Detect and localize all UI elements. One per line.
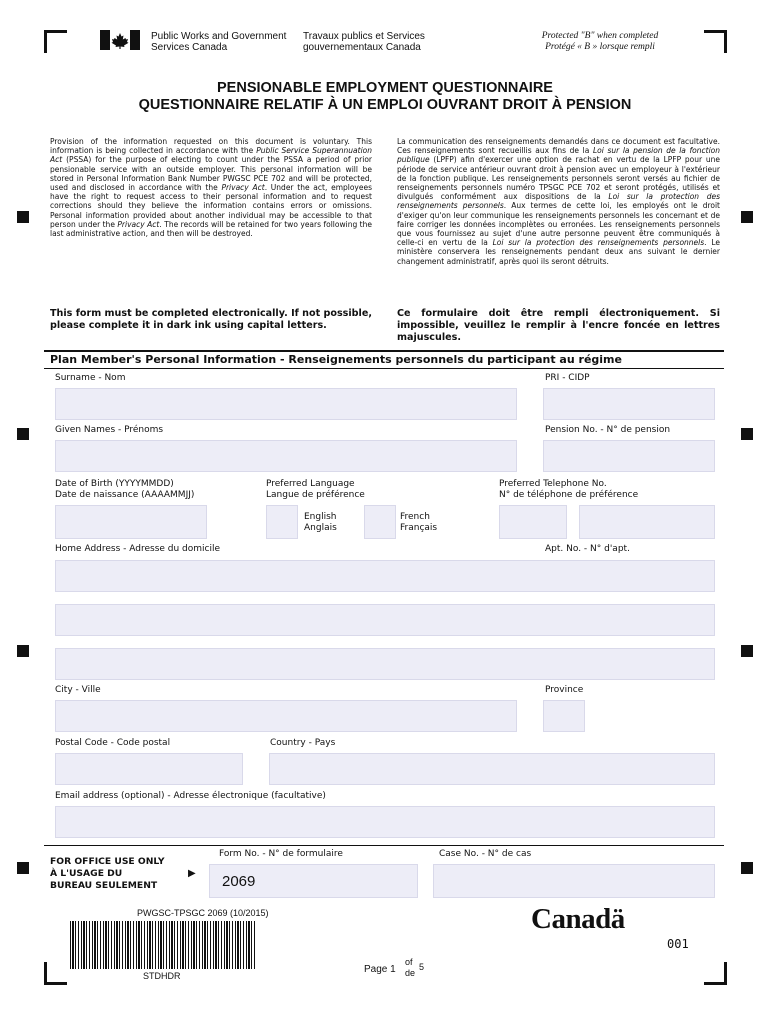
form-no-value: 2069	[222, 873, 256, 890]
barcode	[70, 921, 255, 969]
form-title-en: PENSIONABLE EMPLOYMENT QUESTIONNAIRE	[217, 80, 553, 96]
date-of-birth-field[interactable]	[55, 505, 207, 539]
registration-square	[741, 211, 753, 223]
registration-square	[17, 211, 29, 223]
corner-mark-bottom-left	[44, 962, 67, 985]
date-of-birth-label: Date of Birth (YYYYMMDD) Date de naissance (AAAAMMJJ)	[55, 479, 195, 500]
corner-mark-bottom-right	[704, 962, 727, 985]
apt-no-label: Apt. No. - N° d'apt.	[545, 544, 630, 554]
postal-code-label: Postal Code - Code postal	[55, 738, 171, 748]
english-checkbox[interactable]	[266, 505, 298, 539]
surname-label: Surname - Nom	[55, 373, 126, 383]
corner-mark-top-right	[704, 30, 727, 53]
completion-notice-en: This form must be completed electronically. If not possible, please complete it in dark ink using capital letters.	[50, 308, 372, 331]
section-rule	[44, 368, 724, 369]
home-address-line-3[interactable]	[55, 648, 715, 680]
french-option-label: French Français	[400, 512, 438, 533]
registration-square	[741, 862, 753, 874]
privacy-statement-fr: La communication des renseignements demandés dans ce document est facultative. Ces renseignements sont recueillis aux fins de la Loi sur la pension de la fonction publique (LPFP) afin d'exercer une option de rachat en vertu de la LPFP pour une période de service antérieur ouvrant droit à pension avec un employeur à l'extérieur de la fonction publique. Les renseignements personnels seront versés au fichier de renseignements personnels numéro TPSGC PCE 702 et seront protégés, utilisés et divulgués conformément aux dispositions de la Loi sur la protection des renseignements personnels. Aux termes de cette loi, les employés ont le droit d'exiger qu'on leur communique les renseignements personnels les concernant et de faire corriger les données incomplètes ou erronées. Les renseignements personnels que vous fournissez au sujet d'une autre personne peuvent être communiqués à celle-ci en vertu de la Loi sur la protection des renseignements personnels. Le ministère conservera les renseignements pendant deux ans suivant le dernier changement administratif, après quoi ils seront détruits.	[397, 137, 720, 266]
arrow-right-icon: ▶	[188, 868, 196, 879]
page-total: 5	[419, 962, 425, 972]
office-use-heading: FOR OFFICE USE ONLY À L'USAGE DU BUREAU SEULEMENT	[50, 856, 165, 891]
registration-square	[17, 428, 29, 440]
preferred-telephone-label: Preferred Telephone No. N° de téléphone de préférence	[499, 479, 639, 500]
office-use-rule	[44, 845, 724, 846]
canada-wordmark: Canadä	[531, 903, 625, 935]
french-checkbox[interactable]	[364, 505, 396, 539]
given-names-label: Given Names - Prénoms	[55, 425, 164, 435]
pri-field[interactable]	[543, 388, 715, 420]
home-address-line-2[interactable]	[55, 604, 715, 636]
registration-square	[17, 645, 29, 657]
page-of: of	[405, 957, 413, 967]
form-title-fr: QUESTIONNAIRE RELATIF À UN EMPLOI OUVRANT DROIT À PENSION	[138, 97, 632, 113]
province-label: Province	[545, 685, 584, 695]
country-label: Country - Pays	[270, 738, 336, 748]
case-no-field[interactable]	[433, 864, 715, 898]
document-number: 001	[667, 937, 689, 951]
section-title: Plan Member's Personal Information - Renseignements personnels du participant au régime	[50, 353, 622, 366]
page-label: Page 1	[364, 964, 396, 975]
city-label: City - Ville	[55, 685, 101, 695]
barcode-text: STDHDR	[143, 971, 181, 981]
department-name-fr: Travaux publics et Services gouvernementaux Canada	[303, 31, 425, 53]
registration-square	[741, 645, 753, 657]
canada-flag-icon	[100, 30, 140, 50]
case-no-label: Case No. - N° de cas	[439, 849, 532, 859]
form-no-label: Form No. - N° de formulaire	[219, 849, 343, 859]
postal-code-field[interactable]	[55, 753, 243, 785]
pension-no-label: Pension No. - N° de pension	[545, 425, 671, 435]
telephone-number-field[interactable]	[579, 505, 715, 539]
email-field[interactable]	[55, 806, 715, 838]
city-field[interactable]	[55, 700, 517, 732]
pri-label: PRI - CIDP	[545, 373, 590, 383]
preferred-language-label: Preferred Language Langue de préférence	[266, 479, 365, 500]
form-code: PWGSC-TPSGC 2069 (10/2015)	[137, 908, 269, 918]
telephone-area-code-field[interactable]	[499, 505, 567, 539]
given-names-field[interactable]	[55, 440, 517, 472]
home-address-line-1[interactable]	[55, 560, 715, 592]
registration-square	[741, 428, 753, 440]
department-name-en: Public Works and Government Services Canada	[151, 31, 287, 53]
home-address-label: Home Address - Adresse du domicile	[55, 544, 221, 554]
country-field[interactable]	[269, 753, 715, 785]
privacy-statement-en: Provision of the information requested on this document is voluntary. This information is being collected in accordance with the Public Service Superannuation Act (PSSA) for the purpose of electing to count under the PSSA a period of prior pensionable service with an outside employer. This personal information will be stored in Personal Information Bank Number PWGSC PCE 702 and will be protected, used and disclosed in accordance with the Privacy Act. Under the act, employees have the right to request access to their personal information and to request corrections should they believe the information contains errors or omissions. Personal information provided about another individual may be accessible to that person under the Privacy Act. The records will be retained for two years following the last administrative action, and then will be destroyed.	[50, 137, 373, 239]
section-rule	[44, 350, 724, 352]
completion-notice-fr: Ce formulaire doit être rempli électroniquement. Si impossible, veuillez le remplir à l'encre foncée en lettres majuscules.	[397, 308, 720, 343]
corner-mark-top-left	[44, 30, 67, 53]
registration-square	[17, 862, 29, 874]
english-option-label: English Anglais	[304, 512, 337, 533]
province-field[interactable]	[543, 700, 585, 732]
surname-field[interactable]	[55, 388, 517, 420]
pension-no-field[interactable]	[543, 440, 715, 472]
email-label: Email address (optional) - Adresse électronique (facultative)	[55, 791, 326, 801]
protected-b-notice: Protected "B" when completed Protégé « B » lorsque rempli	[541, 31, 659, 52]
page-de: de	[405, 968, 416, 978]
